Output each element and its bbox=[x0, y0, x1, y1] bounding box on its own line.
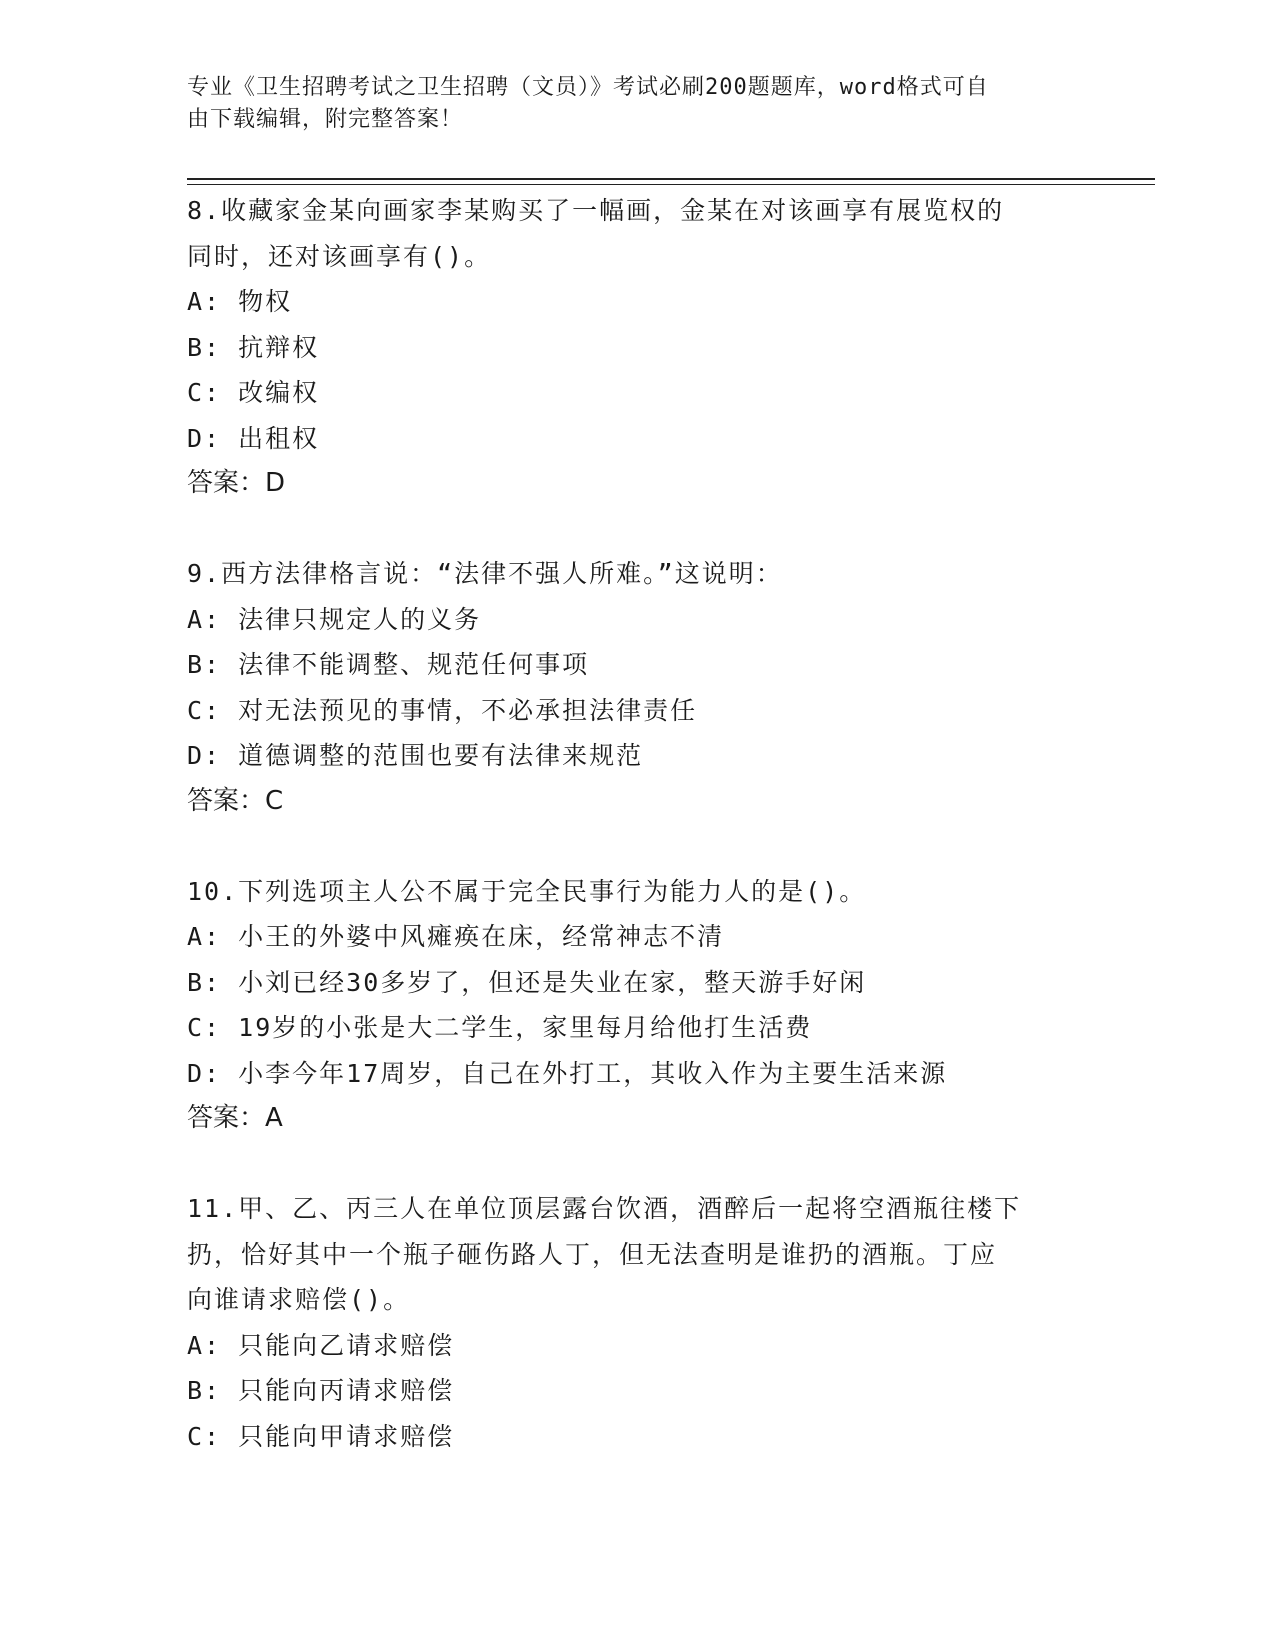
question-8 bbox=[187, 188, 1087, 506]
answer-label: 答案： bbox=[187, 468, 266, 498]
header-divider-thin bbox=[187, 184, 1155, 185]
answer-label: 答案： bbox=[187, 785, 266, 816]
option-d: D: 出租权 bbox=[187, 423, 320, 453]
question-text: 8.收藏家金某向画家李某购买了一幅画，金某在对该画享有展览权的 bbox=[187, 196, 1005, 225]
answer-line bbox=[187, 779, 1087, 824]
option-a: A: 只能向乙请求赔偿 bbox=[187, 1330, 455, 1360]
option-c: C: 只能向甲请求赔偿 bbox=[187, 1421, 455, 1451]
answer-value: A bbox=[265, 1103, 283, 1133]
header-line-2: 由下载编辑，附完整答案！ bbox=[187, 107, 464, 132]
option-b: B: 法律不能调整、规范任何事项 bbox=[187, 650, 590, 679]
header-divider-thick bbox=[187, 178, 1155, 180]
option-d: D: 道德调整的范围也要有法律来规范 bbox=[187, 741, 644, 770]
option-a: A: 物权 bbox=[187, 287, 293, 316]
header-line-1: 专业《卫生招聘考试之卫生招聘（文员）》考试必刷200题题库，word格式可自 bbox=[187, 75, 989, 100]
option-a: A: 小王的外婆中风瘫痪在床，经常神志不清 bbox=[187, 922, 725, 951]
question-text: 11.甲、乙、丙三人在单位顶层露台饮酒，酒醉后一起将空酒瓶往楼下 bbox=[187, 1194, 1022, 1223]
question-text: 10.下列选项主人公不属于完全民事行为能力人的是()。 bbox=[187, 876, 867, 906]
option-d: D: 小李今年17周岁，自己在外打工，其收入作为主要生活来源 bbox=[187, 1058, 948, 1088]
document-header bbox=[187, 72, 1067, 136]
option-c: C: 对无法预见的事情，不必承担法律责任 bbox=[187, 695, 698, 725]
option-b: B: 小刘已经30多岁了，但还是失业在家，整天游手好闲 bbox=[187, 967, 867, 997]
question-text: 向谁请求赔偿()。 bbox=[187, 1285, 411, 1314]
answer-line bbox=[187, 461, 1087, 506]
option-c: C: 19岁的小张是大二学生，家里每月给他打生活费 bbox=[187, 1013, 813, 1042]
question-text: 同时，还对该画享有()。 bbox=[187, 241, 492, 271]
question-11 bbox=[187, 1186, 1087, 1459]
question-text: 9.西方法律格言说：“法律不强人所难。”这说明： bbox=[187, 559, 783, 588]
question-list bbox=[187, 188, 1087, 1504]
option-c: C: 改编权 bbox=[187, 378, 320, 407]
question-10 bbox=[187, 869, 1087, 1142]
question-text: 扔，恰好其中一个瓶子砸伤路人丁，但无法查明是谁扔的酒瓶。丁应 bbox=[187, 1239, 998, 1269]
question-9 bbox=[187, 551, 1087, 824]
option-a: A: 法律只规定人的义务 bbox=[187, 604, 482, 634]
answer-value: C bbox=[265, 785, 284, 816]
answer-label: 答案： bbox=[187, 1103, 266, 1133]
option-b: B: 只能向丙请求赔偿 bbox=[187, 1376, 455, 1405]
answer-line bbox=[187, 1096, 1087, 1141]
answer-value: D bbox=[265, 468, 286, 498]
option-b: B: 抗辩权 bbox=[187, 332, 320, 362]
